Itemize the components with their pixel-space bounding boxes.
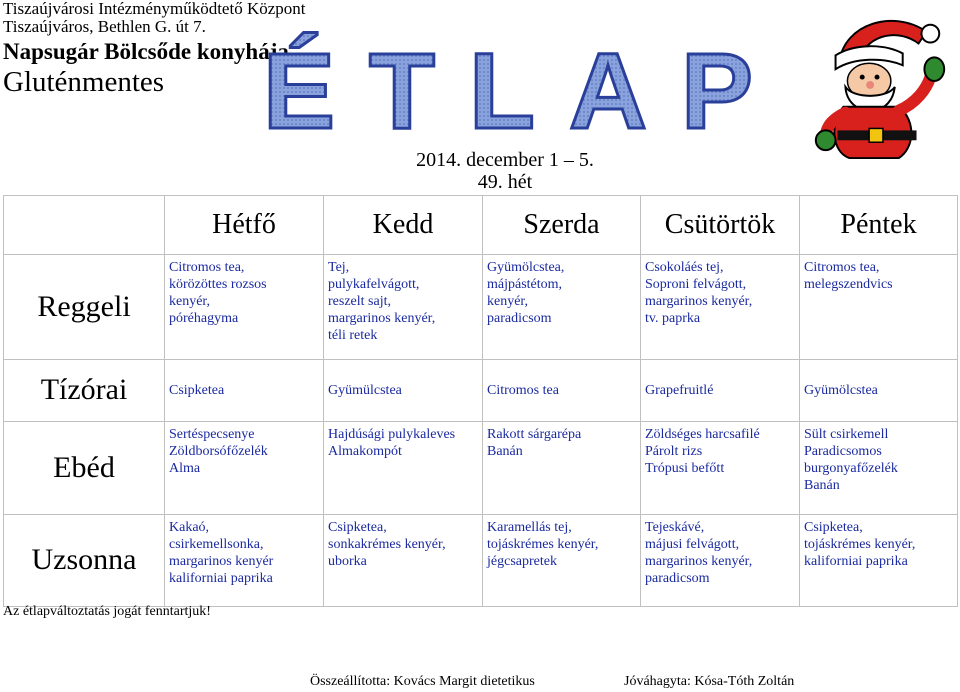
- menu-item: Csipketea,: [804, 519, 863, 535]
- date-range: 2014. december 1 – 5.: [416, 149, 594, 171]
- menu-items: [483, 515, 640, 570]
- day-header-row: [4, 196, 958, 255]
- menu-item: margarinos kenyér: [169, 553, 274, 569]
- menu-items: [800, 422, 957, 494]
- menu-item: Zöldséges harcsafilé: [645, 427, 760, 443]
- menu-cell: [483, 422, 641, 514]
- menu-item: téli retek: [328, 328, 378, 344]
- menu-item: Paradicsomos: [804, 444, 882, 460]
- menu-cell: [800, 359, 958, 422]
- etlap-logo-text: ÉTLAP: [262, 30, 788, 151]
- menu-item: melegszendvics: [804, 277, 893, 293]
- menu-item: Banán: [804, 478, 840, 494]
- menu-item: jégcsapretek: [487, 553, 557, 569]
- menu-item: Soproni felvágott,: [645, 277, 747, 293]
- menu-item: burgonyafőzelék: [804, 461, 898, 477]
- menu-item: Banán: [487, 444, 523, 460]
- menu-items: [483, 422, 640, 460]
- day-header: Csütörtök: [641, 196, 800, 255]
- menu-items: [800, 382, 957, 399]
- week-number: 49. hét: [477, 171, 533, 193]
- menu-cell: [641, 422, 800, 514]
- menu-item: Citromos tea: [487, 382, 559, 398]
- menu-item: póréhagyma: [169, 311, 239, 327]
- menu-cell: [165, 255, 324, 359]
- kitchen-name: Napsugár Bölcsőde konyhája: [3, 39, 289, 64]
- menu-item: Gyümölcstea,: [487, 260, 565, 276]
- menu-item: Grapefruitlé: [645, 382, 714, 398]
- menu-item: Almakompót: [328, 444, 402, 460]
- day-header: Kedd: [324, 196, 483, 255]
- menu-item: Citromos tea,: [169, 260, 245, 276]
- menu-cell: [324, 422, 483, 514]
- menu-cell: [800, 422, 958, 514]
- menu-item: Rakott sárgarépa: [487, 427, 582, 443]
- menu-items: [165, 422, 323, 477]
- menu-items: [165, 515, 323, 587]
- menu-items: [324, 382, 482, 399]
- meal-row-lunch: [4, 422, 958, 514]
- menu-item: Tejeskávé,: [645, 519, 705, 535]
- menu-items: [641, 422, 799, 477]
- menu-cell: [165, 422, 324, 514]
- menu-cell: [483, 514, 641, 606]
- etlap-logo: [262, 30, 788, 151]
- menu-cell: [800, 514, 958, 606]
- menu-item: pulykafelvágott,: [328, 277, 420, 293]
- menu-cell: [324, 255, 483, 359]
- menu-cell: [165, 359, 324, 422]
- menu-items: [483, 382, 640, 399]
- menu-item: paradicsom: [645, 570, 710, 586]
- day-header: Szerda: [483, 196, 641, 255]
- meal-name: Reggeli: [4, 255, 165, 359]
- institution-name: Tiszaújvárosi Intézményműködtető Központ: [3, 0, 306, 18]
- meal-row-breakfast: [4, 255, 958, 359]
- menu-item: tojáskrémes kenyér,: [804, 536, 916, 552]
- menu-cell: [800, 255, 958, 359]
- menu-item: Hajdúsági pulykaleves: [328, 427, 456, 443]
- menu-item: sonkakrémes kenyér,: [328, 536, 446, 552]
- menu-item: Csokoláés tej,: [645, 260, 724, 276]
- menu-items: [165, 382, 323, 399]
- menu-item: Gyümölcstea: [804, 382, 878, 398]
- menu-items: [641, 255, 799, 327]
- menu-cell: [641, 255, 800, 359]
- menu-item: Csipketea: [169, 382, 225, 398]
- menu-items: [324, 255, 482, 344]
- menu-item: reszelt sajt,: [328, 294, 391, 310]
- menu-item: uborka: [328, 553, 367, 569]
- menu-item: Csipketea,: [328, 519, 387, 535]
- menu-item: kaliforniai paprika: [804, 553, 908, 569]
- disclaimer-note: Az étlapváltoztatás jogát fenntartjuk!: [3, 604, 211, 619]
- menu-item: Karamellás tej,: [487, 519, 572, 535]
- menu-item: Trópusi befőtt: [645, 461, 725, 477]
- menu-item: paradicsom: [487, 311, 552, 327]
- menu-item: tojáskrémes kenyér,: [487, 536, 599, 552]
- menu-item: Kakaó,: [169, 519, 210, 535]
- menu-items: [800, 515, 957, 570]
- menu-item: tv. paprka: [645, 311, 701, 327]
- approved-by: Jóváhagyta: Kósa-Tóth Zoltán: [624, 674, 795, 689]
- menu-cell: [641, 514, 800, 606]
- santa-icon: [800, 4, 958, 162]
- menu-item: margarinos kenyér,: [645, 294, 753, 310]
- menu-items: [324, 515, 482, 570]
- menu-item: Zöldborsófőzelék: [169, 444, 268, 460]
- diet-type: Gluténmentes: [3, 66, 165, 98]
- menu-items: [324, 422, 482, 460]
- institution-address: Tiszaújváros, Bethlen G. út 7.: [3, 17, 206, 36]
- menu-items: [165, 255, 323, 327]
- meal-name: Ebéd: [4, 422, 165, 514]
- corner-cell: [4, 196, 165, 255]
- menu-items: [483, 255, 640, 327]
- menu-cell: [641, 359, 800, 422]
- menu-items: [641, 515, 799, 587]
- menu-item: Gyümülcstea: [328, 382, 402, 398]
- compiled-by: Összeállította: Kovács Margit dietetikus: [310, 674, 535, 689]
- meal-row-afternoon-snack: [4, 514, 958, 606]
- menu-cell: [483, 255, 641, 359]
- menu-items: [641, 382, 799, 399]
- menu-item: Sült csirkemell: [804, 427, 889, 443]
- menu-item: margarinos kenyér,: [645, 553, 753, 569]
- menu-item: körözöttes rozsos: [169, 277, 267, 293]
- menu-item: csirkemellsonka,: [169, 536, 264, 552]
- weekly-menu-table: [3, 195, 958, 607]
- menu-cell: [324, 359, 483, 422]
- menu-item: Tej,: [328, 260, 350, 276]
- day-header: Hétfő: [165, 196, 324, 255]
- menu-cell: [324, 514, 483, 606]
- menu-item: Párolt rizs: [645, 444, 703, 460]
- menu-item: Citromos tea,: [804, 260, 880, 276]
- menu-item: kenyér,: [487, 294, 529, 310]
- menu-cell: [165, 514, 324, 606]
- menu-item: Alma: [169, 461, 201, 477]
- menu-items: [800, 255, 957, 293]
- menu-item: kenyér,: [169, 294, 211, 310]
- day-header: Péntek: [800, 196, 958, 255]
- menu-item: májpástétom,: [487, 277, 563, 293]
- meal-row-snack: [4, 359, 958, 422]
- menu-item: májusi felvágott,: [645, 536, 740, 552]
- meal-name: Uzsonna: [4, 514, 165, 606]
- menu-item: Sertéspecsenye: [169, 427, 255, 443]
- menu-cell: [483, 359, 641, 422]
- menu-item: margarinos kenyér,: [328, 311, 436, 327]
- menu-item: kaliforniai paprika: [169, 570, 273, 586]
- meal-name: Tízórai: [4, 359, 165, 422]
